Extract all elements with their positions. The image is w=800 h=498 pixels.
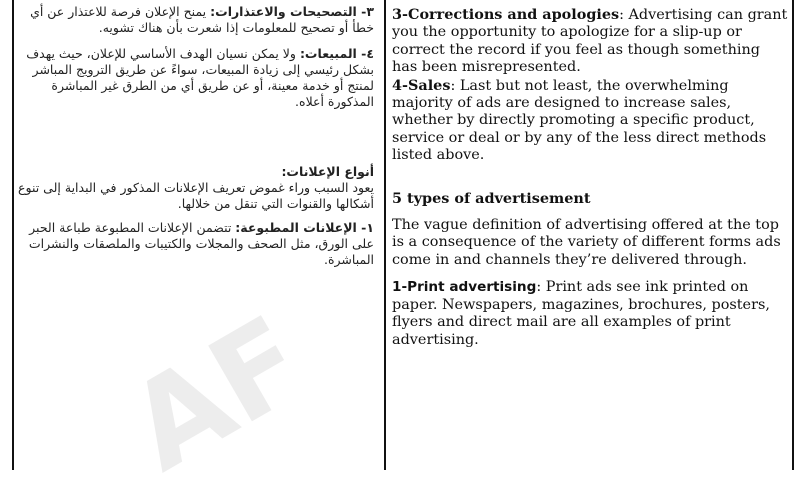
english-print-text: : Print ads see ink printed on paper. Newspapers, magazines, brochures, posters, flyers and direct mail are all examples of print advertising. (392, 279, 770, 348)
english-print-title: 1-Print advertising (392, 279, 537, 296)
english-corrections-paragraph (392, 6, 788, 77)
english-types-heading: 5 types of advertisement (392, 189, 591, 207)
arabic-column (16, 4, 374, 268)
arabic-types-paragraph: يعود السبب وراء غموض تعريف الإعلانات المذكور في البداية إلى تنوع أشكالها والقنوات التي تنقل من خلالها. (18, 180, 374, 211)
arabic-sales-paragraph (16, 46, 374, 110)
english-sales-title: 4-Sales (392, 76, 451, 94)
arabic-corrections-title: ٣- التصحيحات والاعتذارات: (210, 4, 374, 19)
arabic-corrections-paragraph (16, 4, 374, 36)
english-sales-text: : Last but not least, the overwhelming majority of ads are designed to increase sales, whether by directly promoting a specific product, service or deal or by any of the less direct methods listed above. (392, 77, 767, 164)
arabic-sales-title: ٤- المبيعات: (299, 46, 374, 61)
arabic-corrections-text: يمنح الإعلان فرصة للاعتذار عن أي خطأ أو تصحيح للمعلومات إذا شعرت بأن هناك تشويه. (30, 4, 374, 35)
english-print-paragraph (392, 279, 788, 349)
arabic-types-heading: أنواع الإعلانات: (281, 164, 374, 179)
arabic-print-paragraph (16, 220, 374, 268)
arabic-print-text: تتضمن الإعلانات المطبوعة طباعة الحبر على الورق، مثل الصحف والمجلات والكتيبات والملصقات والنشرات المباشرة. (28, 220, 374, 267)
english-types-paragraph: The vague definition of advertising offered at the top is a consequence of the variety of different forms ads come in and channels they’re delivered through. (392, 217, 781, 268)
watermark: AF (106, 290, 328, 498)
english-sales-paragraph (392, 77, 788, 165)
english-corrections-text: : Advertising can grant you the opportunity to apologize for a slip-up or correct the record if you feel as though something has been misrepresented. (392, 7, 788, 76)
column-divider (384, 0, 386, 470)
english-corrections-title: 3-Corrections and apologies (392, 6, 620, 23)
arabic-sales-text: ولا يمكن نسيان الهدف الأساسي للإعلان، حيث يهدف بشكل رئيسي إلى زيادة المبيعات، سواءً عن طريق الترويج المباشر لمنتج أو خدمة معينة، أو عن طريق أي من الطرق غير المباشرة المذكورة أعلاه. (26, 46, 374, 109)
english-column (392, 6, 788, 349)
arabic-print-title: ١- الإعلانات المطبوعة: (235, 220, 374, 235)
